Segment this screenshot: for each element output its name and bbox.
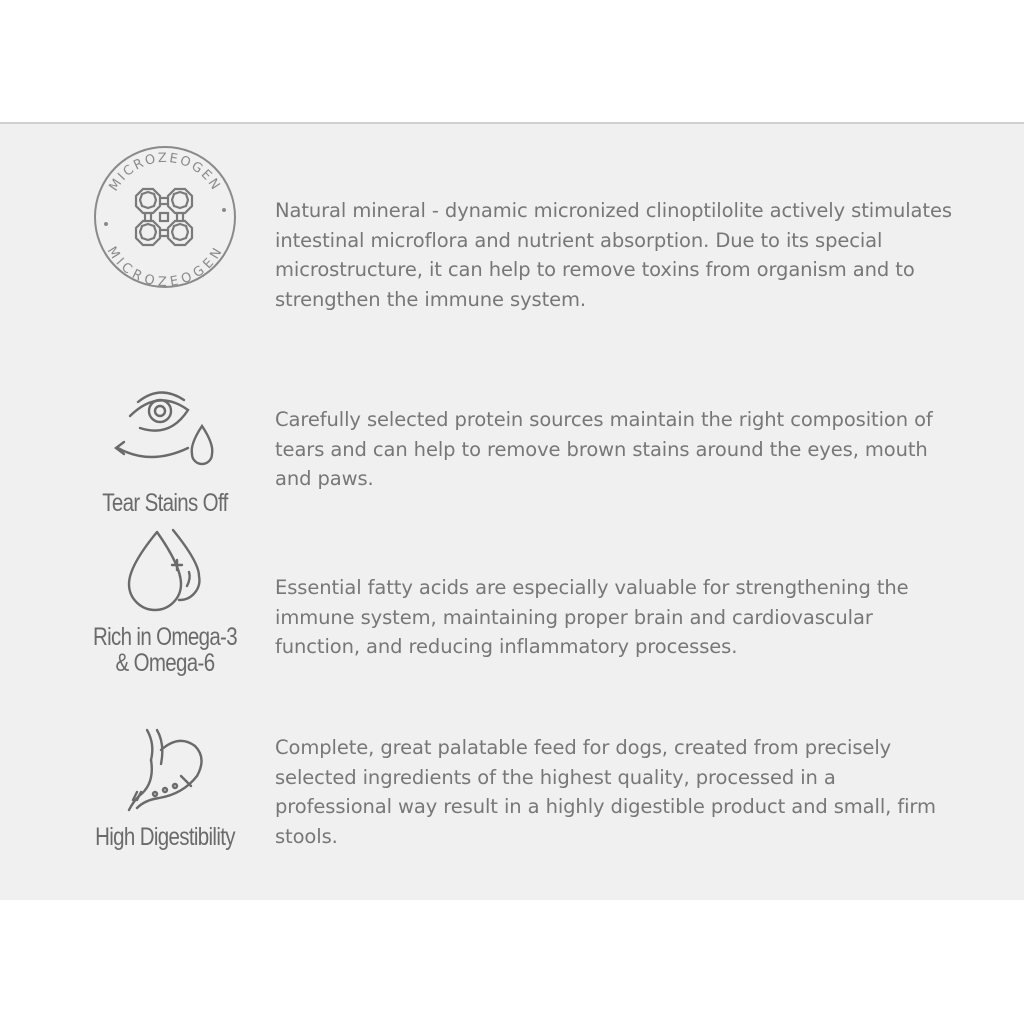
digestibility-description: Complete, great palatable feed for dogs, created from precisely selected ingredients of the highest quality, processed in a professional way result in a highly digestible product and small, firm stools. bbox=[275, 736, 936, 848]
omega-badge bbox=[70, 526, 260, 676]
oil-drops-icon bbox=[115, 526, 215, 616]
tear-stains-badge bbox=[70, 386, 260, 516]
digestibility-label: High Digestibility bbox=[95, 823, 235, 851]
features-panel bbox=[0, 122, 1024, 900]
digestibility-badge bbox=[70, 724, 260, 850]
stomach-icon bbox=[115, 724, 215, 816]
tear-stains-label: Tear Stains Off bbox=[102, 489, 228, 517]
eye-tear-icon bbox=[110, 386, 220, 476]
omega-label-line1: Rich in Omega-3 bbox=[93, 623, 237, 651]
svg-text:MICROZEOGEN: MICROZEOGEN bbox=[106, 150, 224, 195]
omega-label-line2: & Omega-6 bbox=[115, 649, 215, 677]
svg-text:MICROZEOGEN: MICROZEOGEN bbox=[103, 244, 227, 291]
microzeogen-description: Natural mineral - dynamic micronized clinoptilolite actively stimulates intestinal microflora and nutrient absorption. Due to its special microstructure, it can help to remove toxins from organism and to strengthen the immune system. bbox=[275, 199, 952, 311]
omega-description: Essential fatty acids are especially valuable for strengthening the immune system, maintaining proper brain and cardiovascular function, and reducing inflammatory processes. bbox=[275, 576, 909, 658]
microzeogen-icon bbox=[90, 142, 240, 292]
microzeogen-logo bbox=[70, 142, 260, 292]
tear-stains-description: Carefully selected protein sources maintain the right composition of tears and can help to remove brown stains around the eyes, mouth and paws. bbox=[275, 408, 933, 490]
